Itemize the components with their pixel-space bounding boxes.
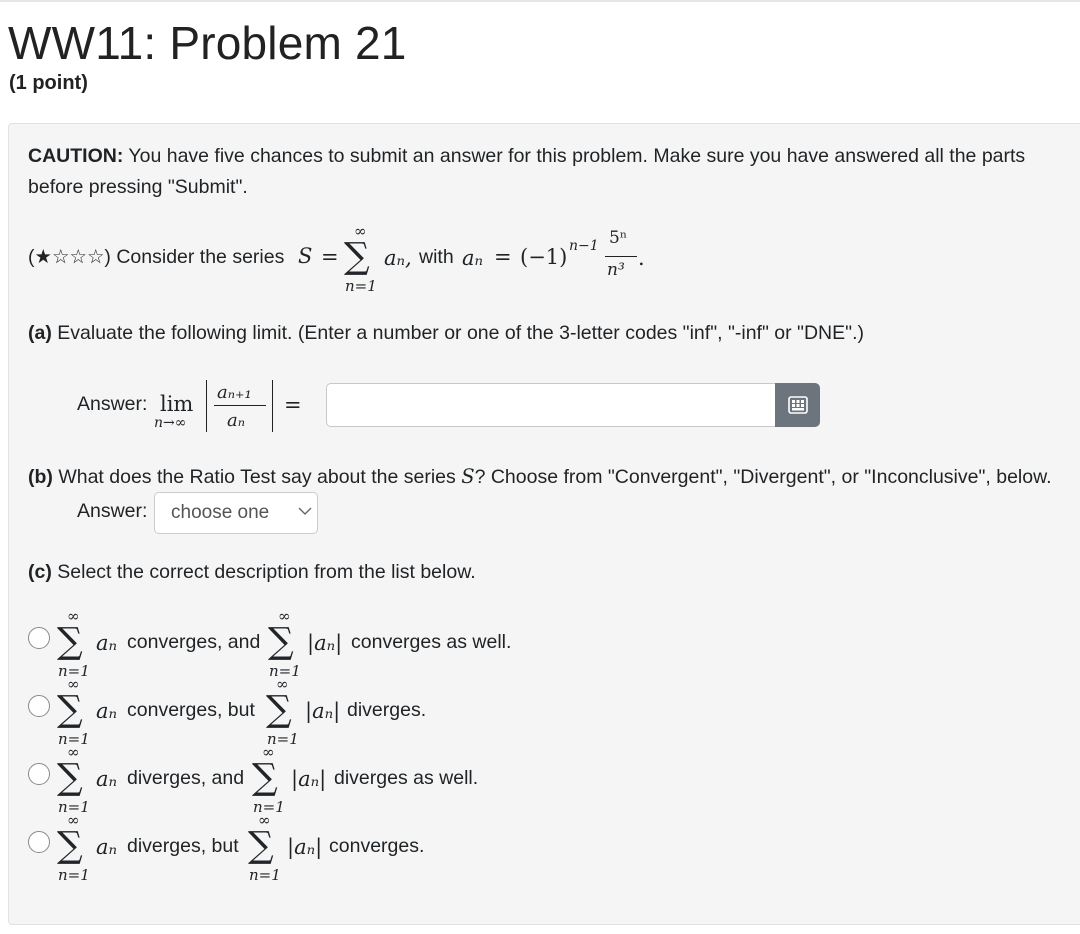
option-3-sum1-sup: ∞: [67, 743, 80, 761]
caution-text: You have five chances to submit an answer for this problem. Make sure you have answered all the parts: [128, 145, 1026, 167]
an-denominator: n³: [607, 260, 625, 280]
series-sigma: ∑: [344, 236, 370, 277]
option-2-term: aₙ: [96, 699, 118, 723]
an-exponent: n−1: [569, 238, 599, 254]
option-4-sum2-sup: ∞: [258, 811, 271, 829]
limit-equals: =: [284, 393, 302, 417]
abs-bar-right: [272, 380, 273, 432]
option-1-sum1-sup: ∞: [67, 607, 80, 625]
option-3-end: diverges as well.: [334, 767, 479, 789]
option-4-end: converges.: [329, 835, 425, 857]
option-2-sum1-sub: n=1: [58, 730, 90, 748]
option-4-sum1-sub: n=1: [58, 866, 90, 884]
chevron-down-icon: [298, 507, 312, 516]
ratio-denominator: aₙ: [227, 410, 246, 431]
series-equals: =: [321, 245, 339, 269]
option-3-term: aₙ: [96, 767, 118, 791]
part-b-series-symbol: S: [461, 465, 475, 488]
series-intro: [28, 246, 284, 269]
option-2-sigma-2: ∑: [266, 689, 292, 730]
option-4-term: aₙ: [96, 835, 118, 859]
option-1-radio[interactable]: [28, 627, 50, 649]
option-2-sum1-sup: ∞: [67, 675, 80, 693]
part-a-answer-label: Answer:: [77, 393, 148, 415]
part-a-label: (a): [28, 322, 52, 344]
option-1-sum1-sub: n=1: [58, 662, 90, 680]
part-c-text: Select the correct description from the list below.: [57, 561, 476, 583]
part-b-label: (b): [28, 466, 53, 488]
option-1-sigma-1: ∑: [57, 621, 83, 662]
option-4-sigma-1: ∑: [57, 825, 83, 866]
option-2-mid: converges, but: [127, 699, 255, 721]
part-c-label: (c): [28, 561, 52, 583]
part-b-question: [28, 465, 1052, 489]
an-symbol: aₙ: [462, 246, 484, 270]
option-4-mid: diverges, but: [127, 835, 239, 857]
series-sum-sub: n=1: [345, 277, 377, 295]
keyboard-icon: [788, 396, 808, 414]
part-c-question: [28, 561, 476, 584]
caution-line-2: before pressing "Submit".: [28, 176, 248, 198]
option-1-sum2-sup: ∞: [278, 607, 291, 625]
option-2-end: diverges.: [347, 699, 427, 721]
problem-title: WW11: Problem 21: [8, 17, 407, 69]
option-2-sum2-sup: ∞: [276, 675, 289, 693]
part-b-text-end: ? Choose from "Convergent", "Divergent", or "Inconclusive", below.: [474, 466, 1052, 488]
equation-editor-button[interactable]: [775, 383, 820, 427]
option-3-sigma-2: ∑: [252, 757, 278, 798]
caution-line-1: [28, 145, 1025, 168]
part-b-answer-label: Answer:: [77, 500, 148, 522]
difficulty-stars: (★☆☆☆): [28, 246, 111, 268]
series-term: aₙ,: [384, 246, 412, 270]
option-4-sum1-sup: ∞: [67, 811, 80, 829]
option-4-sigma-2: ∑: [248, 825, 274, 866]
option-4-abs-term: |aₙ|: [287, 835, 323, 859]
option-3-abs-term: |aₙ|: [291, 767, 327, 791]
part-b-text: What does the Ratio Test say about the series: [58, 466, 456, 488]
part-a-question: [28, 322, 864, 345]
top-divider: [0, 0, 1080, 2]
option-4-radio[interactable]: [28, 831, 50, 853]
option-1-abs-term: |aₙ|: [307, 631, 343, 655]
series-with: with: [419, 246, 454, 268]
option-3-sum2-sup: ∞: [262, 743, 275, 761]
part-a-text: Evaluate the following limit. (Enter a number or one of the 3-letter codes "inf", "-inf" or "DNE".): [57, 322, 864, 344]
option-2-sum2-sub: n=1: [267, 730, 299, 748]
ratio-test-select-value: choose one: [171, 502, 270, 523]
caution-label: CAUTION:: [28, 145, 124, 167]
series-sum-sup: ∞: [354, 222, 367, 240]
an-equals: =: [494, 245, 512, 269]
option-3-mid: diverges, and: [127, 767, 245, 789]
option-1-sigma-2: ∑: [268, 621, 294, 662]
option-1-sum2-sub: n=1: [269, 662, 301, 680]
abs-bar-left: [206, 380, 207, 432]
an-fraction-bar: [605, 256, 637, 257]
option-2-abs-term: |aₙ|: [305, 699, 341, 723]
ratio-test-select[interactable]: [154, 492, 318, 534]
an-base: (−1): [520, 245, 568, 269]
option-3-sigma-1: ∑: [57, 757, 83, 798]
option-3-sum1-sub: n=1: [58, 798, 90, 816]
option-1-term: aₙ: [96, 631, 118, 655]
option-1-end: converges as well.: [351, 631, 512, 653]
option-2-sigma-1: ∑: [57, 689, 83, 730]
option-3-sum2-sub: n=1: [253, 798, 285, 816]
series-symbol: S: [298, 244, 313, 268]
an-period: .: [638, 246, 645, 270]
an-numerator: 5ⁿ: [609, 228, 628, 248]
lim-subscript: n→∞: [154, 415, 187, 431]
ratio-numerator: aₙ₊₁: [217, 382, 252, 403]
series-intro-text: Consider the series: [116, 246, 285, 268]
lim-text: lim: [160, 392, 194, 416]
option-4-sum2-sub: n=1: [249, 866, 281, 884]
option-3-radio[interactable]: [28, 763, 50, 785]
limit-answer-input[interactable]: [326, 383, 776, 427]
ratio-fraction-bar: [214, 405, 266, 406]
problem-points: (1 point): [9, 72, 88, 94]
option-1-mid: converges, and: [127, 631, 261, 653]
option-2-radio[interactable]: [28, 695, 50, 717]
